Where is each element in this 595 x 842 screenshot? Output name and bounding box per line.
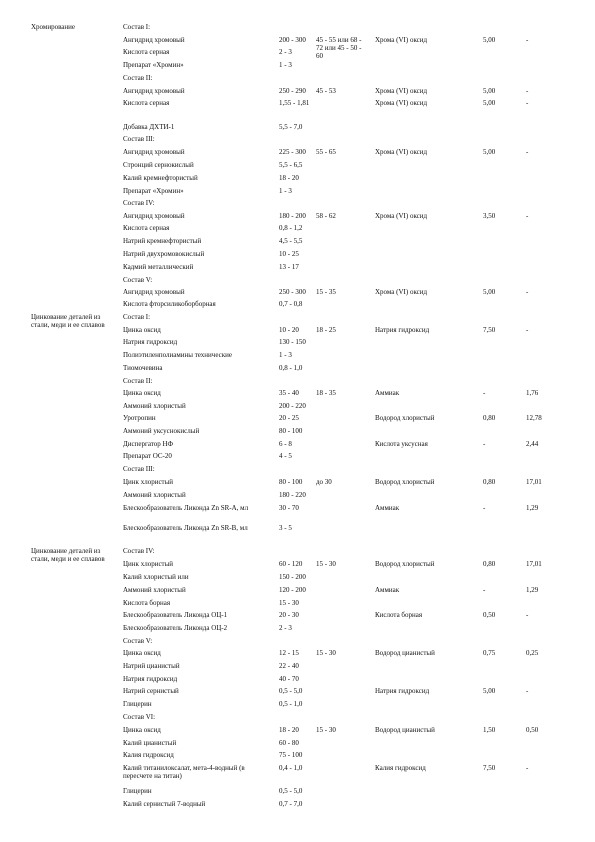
corrector-concentration: 0,80 [483,560,496,568]
component-name: Ангидрид хромовый [123,87,185,95]
component-name: Цинк хлористый [123,478,174,486]
corrector-concentration: 7,50 [483,326,496,334]
component-name: Ангидрид хромовый [123,148,185,156]
concentration-range: 80 - 100 [279,478,303,486]
corrector-concentration: - [483,504,486,512]
corrector-name: Водород цианистый [375,649,435,657]
component-name: Препарат «Хромин» [123,61,184,69]
corrector-name: Аммиак [375,389,400,397]
concentration-range: 10 - 25 [279,250,299,258]
concentration-range: 15 - 30 [279,599,299,607]
concentration-range: 180 - 200 [279,212,306,220]
corrector-name: Водород хлористый [375,560,435,568]
concentration-range: 5,5 - 6,5 [279,161,303,169]
corrector-name: Водород цианистый [375,726,435,734]
concentration-range: 2 - 3 [279,624,292,632]
corrector-name: Аммиак [375,586,400,594]
corrector-amount: 17,01 [526,478,542,486]
dash-mark: - [526,212,529,220]
temperature-range: 58 - 62 [316,212,336,220]
concentration-range: 18 - 20 [279,174,299,182]
concentration-range: 13 - 17 [279,263,299,271]
component-name: Полиэтиленполиамины технические [123,351,232,359]
concentration-range: 0,7 - 7,0 [279,800,303,808]
dash-mark: - [526,764,529,772]
temperature-range: 45 - 55 или 68 - 72 или 45 - 50 - 60 [316,36,362,60]
component-name: Аммоний хлористый [123,586,186,594]
temperature-range: 18 - 25 [316,326,336,334]
concentration-range: 0,7 - 0,8 [279,300,303,308]
dash-mark: - [526,288,529,296]
concentration-range: 35 - 40 [279,389,299,397]
concentration-range: 180 - 220 [279,491,306,499]
component-name: Натрия гидроксид [123,338,178,346]
component-name: Стронций сернокислый [123,161,194,169]
concentration-range: 150 - 200 [279,573,306,581]
component-name: Уротропин [123,414,156,422]
temperature-range: 55 - 65 [316,148,336,156]
concentration-range: 60 - 120 [279,560,303,568]
corrector-amount: 2,44 [526,440,539,448]
component-name: Состав II: [123,377,153,385]
component-name: Аммоний хлористый [123,491,186,499]
corrector-amount: 1,76 [526,389,539,397]
component-name: Цинк хлористый [123,560,174,568]
concentration-range: 200 - 300 [279,36,306,44]
process-name: Цинкование деталей из стали, меди и ее сплавов [31,313,105,329]
component-name: Добавка ДХТИ-1 [123,123,175,131]
concentration-range: 120 - 200 [279,586,306,594]
temperature-range: 18 - 35 [316,389,336,397]
component-name: Состав V: [123,276,153,284]
concentration-range: 1,55 - 1,81 [279,99,310,107]
corrector-concentration: 5,00 [483,288,496,296]
concentration-range: 20 - 30 [279,611,299,619]
concentration-range: 2 - 3 [279,48,292,56]
component-name: Цинка оксид [123,726,161,734]
corrector-name: Аммиак [375,504,400,512]
component-name: Блескообразователь Ликонда Zn SR-A, мл [123,504,249,512]
component-name: Состав I: [123,313,151,321]
corrector-amount: 12,78 [526,414,542,422]
corrector-name: Калия гидроксид [375,764,426,772]
concentration-range: 1 - 3 [279,351,292,359]
component-name: Состав III: [123,135,155,143]
corrector-concentration: 5,00 [483,687,496,695]
concentration-range: 200 - 220 [279,402,306,410]
corrector-concentration: - [483,586,486,594]
concentration-range: 250 - 290 [279,87,306,95]
component-name: Калий кремнефтористый [123,174,198,182]
concentration-range: 250 - 300 [279,288,306,296]
component-name: Кислота серная [123,48,170,56]
corrector-name: Кислота борная [375,611,423,619]
component-name: Блескообразователь Ликонда ОЦ-1 [123,611,228,619]
component-name: Блескообразователь Ликонда Zn SR-B, мл [123,524,248,532]
component-name: Калий титанилоксалат, мета-4-водный (в пересчете на титан) [123,764,245,780]
concentration-range: 22 - 40 [279,662,299,670]
corrector-name: Хрома (VI) оксид [375,288,428,296]
component-name: Натрий двухромовокислый [123,250,205,258]
concentration-range: 0,5 - 5,0 [279,787,303,795]
corrector-name: Водород хлористый [375,414,435,422]
corrector-concentration: 1,50 [483,726,496,734]
component-name: Состав V: [123,637,153,645]
dash-mark: - [526,687,529,695]
component-name: Цинка оксид [123,389,161,397]
concentration-range: 1 - 3 [279,187,292,195]
component-name: Аммоний уксуснокислый [123,427,200,435]
corrector-concentration: 7,50 [483,764,496,772]
component-name: Калий хлористый или [123,573,189,581]
component-name: Состав I: [123,23,151,31]
concentration-range: 80 - 100 [279,427,303,435]
component-name: Диспергатор НФ [123,440,174,448]
concentration-range: 40 - 70 [279,675,299,683]
component-name: Состав III: [123,465,155,473]
corrector-concentration: 0,75 [483,649,496,657]
component-name: Натрия гидроксид [123,675,178,683]
corrector-concentration: 5,00 [483,87,496,95]
concentration-range: 60 - 80 [279,739,299,747]
component-name: Кислота фторсиликоборборная [123,300,216,308]
dash-mark: - [526,326,529,334]
corrector-name: Хрома (VI) оксид [375,148,428,156]
corrector-name: Хрома (VI) оксид [375,36,428,44]
component-name: Натрий цианистый [123,662,180,670]
component-name: Ангидрид хромовый [123,36,185,44]
corrector-amount: 1,29 [526,586,539,594]
component-name: Цинка оксид [123,649,161,657]
corrector-concentration: 5,00 [483,99,496,107]
component-name: Ангидрид хромовый [123,212,185,220]
corrector-concentration: 3,50 [483,212,496,220]
corrector-concentration: 0,80 [483,414,496,422]
concentration-range: 3 - 5 [279,524,292,532]
concentration-range: 0,4 - 1,0 [279,764,303,772]
corrector-name: Натрия гидроксид [375,687,430,695]
concentration-range: 1 - 3 [279,61,292,69]
component-name: Препарат ОС-20 [123,452,172,460]
corrector-amount: 1,29 [526,504,539,512]
corrector-name: Кислота уксусная [375,440,428,448]
dash-mark: - [526,148,529,156]
corrector-concentration: 5,00 [483,36,496,44]
component-name: Кислота серная [123,99,170,107]
component-name: Калий сернистый 7-водный [123,800,206,808]
corrector-concentration: 5,00 [483,148,496,156]
temperature-range: 15 - 30 [316,560,336,568]
component-name: Состав IV: [123,199,155,207]
component-name: Блескообразователь Ликонда ОЦ-2 [123,624,228,632]
component-name: Калия гидроксид [123,751,174,759]
component-name: Состав II: [123,74,153,82]
dash-mark: - [526,611,529,619]
component-name: Глицерин [123,700,152,708]
concentration-range: 18 - 20 [279,726,299,734]
corrector-name: Хрома (VI) оксид [375,99,428,107]
concentration-range: 0,8 - 1,2 [279,224,303,232]
concentration-range: 130 - 150 [279,338,306,346]
corrector-name: Водород хлористый [375,478,435,486]
component-name: Кислота борная [123,599,171,607]
component-name: Глицерин [123,787,152,795]
dash-mark: - [526,87,529,95]
temperature-range: 15 - 35 [316,288,336,296]
concentration-range: 75 - 100 [279,751,303,759]
component-name: Аммоний хлористый [123,402,186,410]
corrector-concentration: 0,50 [483,611,496,619]
corrector-amount: 0,25 [526,649,539,657]
concentration-range: 12 - 15 [279,649,299,657]
concentration-range: 4,5 - 5,5 [279,237,303,245]
concentration-range: 30 - 70 [279,504,299,512]
component-name: Натрий кремнефтористый [123,237,202,245]
component-name: Ангидрид хромовый [123,288,185,296]
temperature-range: 15 - 30 [316,726,336,734]
concentration-range: 10 - 20 [279,326,299,334]
concentration-range: 5,5 - 7,0 [279,123,303,131]
concentration-range: 4 - 5 [279,452,292,460]
component-name: Состав IV: [123,547,155,555]
component-name: Натрий сернистый [123,687,179,695]
component-name: Кадмий металлический [123,263,194,271]
corrector-amount: 0,50 [526,726,539,734]
concentration-range: 225 - 300 [279,148,306,156]
process-name: Хромирование [31,23,76,31]
temperature-range: до 30 [316,478,332,486]
component-name: Препарат «Хромин» [123,187,184,195]
corrector-amount: 17,01 [526,560,542,568]
corrector-name: Хрома (VI) оксид [375,212,428,220]
component-name: Тиомочевина [123,364,163,372]
component-name: Цинка оксид [123,326,161,334]
corrector-concentration: 0,80 [483,478,496,486]
corrector-name: Хрома (VI) оксид [375,87,428,95]
temperature-range: 15 - 30 [316,649,336,657]
concentration-range: 0,8 - 1,0 [279,364,303,372]
component-name: Калий цианистый [123,739,177,747]
corrector-name: Натрия гидроксид [375,326,430,334]
component-name: Состав VI: [123,713,156,721]
temperature-range: 45 - 53 [316,87,336,95]
concentration-range: 0,5 - 1,0 [279,700,303,708]
corrector-concentration: - [483,389,486,397]
component-name: Кислота серная [123,224,170,232]
dash-mark: - [526,36,529,44]
concentration-range: 20 - 25 [279,414,299,422]
dash-mark: - [526,99,529,107]
corrector-concentration: - [483,440,486,448]
concentration-range: 0,5 - 5,0 [279,687,303,695]
concentration-range: 6 - 8 [279,440,292,448]
process-name: Цинкование деталей из стали, меди и ее сплавов [31,547,105,563]
